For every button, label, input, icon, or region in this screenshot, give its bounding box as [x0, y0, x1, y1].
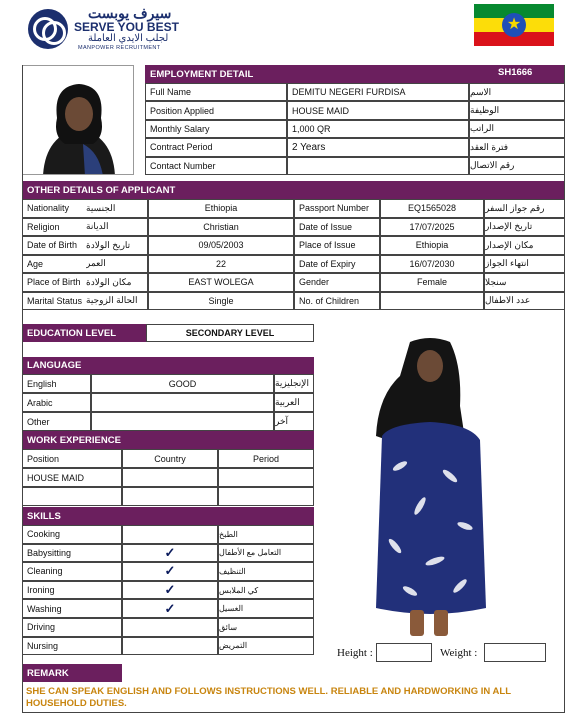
education-level-value: SECONDARY LEVEL — [146, 324, 314, 342]
detail-value: Ethiopia — [148, 199, 294, 218]
work-experience-title: WORK EXPERIENCE — [27, 434, 121, 446]
employment-label: Contact Number — [145, 157, 287, 175]
employment-label: Full Name — [145, 83, 287, 101]
skill-check-cell — [122, 544, 218, 563]
skill-label: Cooking — [22, 525, 122, 544]
detail-value-2: Ethiopia — [380, 236, 484, 255]
employment-arabic-label: فترة العقد — [469, 138, 565, 156]
applicant-photo-full — [370, 336, 490, 641]
detail-value: Christian — [148, 218, 294, 237]
detail-label-2: Passport Number — [294, 199, 380, 218]
detail-arabic-label: مكان الولادة — [86, 273, 148, 292]
employment-value: DEMITU NEGERI FURDISA — [287, 83, 469, 101]
language-title: LANGUAGE — [27, 360, 82, 371]
detail-label: Religion — [22, 218, 86, 237]
detail-label: Date of Birth — [22, 236, 86, 255]
skill-label: Driving — [22, 618, 122, 637]
language-arabic-label: الإنجليزية — [274, 374, 314, 393]
detail-arabic-label-2: تاريخ الإصدار — [484, 218, 565, 237]
weight-field — [484, 643, 546, 662]
detail-label: Age — [22, 255, 86, 274]
employment-value — [287, 157, 469, 175]
work-cell: HOUSE MAID — [22, 468, 122, 487]
employment-arabic-label: الاسم — [469, 83, 565, 101]
skill-arabic-label: الغسيل — [218, 599, 314, 618]
detail-arabic-label-2: سنجلا — [484, 273, 565, 292]
height-label: Height : — [337, 647, 373, 659]
skill-label: Nursing — [22, 637, 122, 656]
detail-label: Nationality — [22, 199, 86, 218]
skill-arabic-label: سائق — [218, 618, 314, 637]
employment-arabic-label: الوظيفة — [469, 101, 565, 119]
detail-value: 22 — [148, 255, 294, 274]
detail-value-2: 16/07/2030 — [380, 255, 484, 274]
logo-emblem-icon — [28, 9, 68, 49]
detail-arabic-label: الجنسية — [86, 199, 148, 218]
detail-value-2: 17/07/2025 — [380, 218, 484, 237]
skill-check-cell — [122, 525, 218, 544]
detail-arabic-label-2: مكان الإصدار — [484, 236, 565, 255]
skill-arabic-label: التعامل مع الأطفال — [218, 544, 314, 563]
skill-arabic-label: كي الملابس — [218, 581, 314, 600]
language-arabic-label: العربية — [274, 393, 314, 412]
other-details-title: OTHER DETAILS OF APPLICANT — [27, 184, 176, 196]
checkmark-icon: ✓ — [164, 563, 176, 579]
language-value — [91, 412, 274, 431]
language-label: Other — [22, 412, 91, 431]
detail-label-2: Place of Issue — [294, 236, 380, 255]
skill-label: Cleaning — [22, 562, 122, 581]
skill-label: Babysitting — [22, 544, 122, 563]
employment-value: 1,000 QR — [287, 120, 469, 138]
detail-value: 09/05/2003 — [148, 236, 294, 255]
language-label: English — [22, 374, 91, 393]
remark-header — [22, 664, 122, 682]
detail-label-2: Date of Issue — [294, 218, 380, 237]
ethiopia-flag-icon: ★ — [474, 4, 554, 46]
detail-label: Marital Status — [22, 292, 86, 311]
language-value — [91, 393, 274, 412]
company-logo — [28, 7, 188, 53]
work-cell — [122, 468, 218, 487]
skill-check-cell — [122, 599, 218, 618]
employment-label: Contract Period — [145, 138, 287, 156]
logo-name: SERVE YOU BEST — [74, 20, 179, 34]
language-header — [22, 357, 314, 374]
remark-text: SHE CAN SPEAK ENGLISH AND FOLLOWS INSTRUCTIONS WELL. RELIABLE AND HARDWORKING IN ALL HOUSEHOLD DUTIES. — [26, 686, 511, 709]
skills-header — [22, 507, 314, 525]
detail-label: Place of Birth — [22, 273, 86, 292]
skill-arabic-label: الطبخ — [218, 525, 314, 544]
detail-arabic-label-2: عدد الاطفال — [484, 292, 565, 311]
work-column-header: Country — [122, 449, 218, 468]
skill-check-cell — [122, 618, 218, 637]
detail-value-2: EQ1565028 — [380, 199, 484, 218]
skills-title: SKILLS — [27, 510, 61, 522]
skill-label: Washing — [22, 599, 122, 618]
employment-arabic-label: الراتب — [469, 120, 565, 138]
skill-label: Ironing — [22, 581, 122, 600]
other-details-header — [22, 181, 565, 199]
detail-label-2: Date of Expiry — [294, 255, 380, 274]
checkmark-icon: ✓ — [164, 582, 176, 598]
skill-arabic-label: التنظيف — [218, 562, 314, 581]
skill-check-cell — [122, 562, 218, 581]
skill-check-cell — [122, 581, 218, 600]
detail-value-2: Female — [380, 273, 484, 292]
language-arabic-label: آخر — [274, 412, 314, 431]
work-cell — [22, 487, 122, 506]
skill-check-cell — [122, 637, 218, 656]
work-cell — [218, 487, 314, 506]
work-cell — [218, 468, 314, 487]
logo-tagline: MANPOWER RECRUITMENT — [78, 45, 161, 51]
skill-arabic-label: التمريض — [218, 637, 314, 656]
detail-arabic-label: العمر — [86, 255, 148, 274]
employment-label: Monthly Salary — [145, 120, 287, 138]
work-column-header: Position — [22, 449, 122, 468]
detail-arabic-label-2: رقم جواز السفر — [484, 199, 565, 218]
work-column-header: Period — [218, 449, 314, 468]
detail-arabic-label: الحالة الزوجية — [86, 292, 148, 311]
education-level-label — [22, 324, 146, 342]
checkmark-icon: ✓ — [164, 600, 176, 616]
detail-label-2: No. of Children — [294, 292, 380, 311]
detail-value: Single — [148, 292, 294, 311]
language-label: Arabic — [22, 393, 91, 412]
education-level-label-text: EDUCATION LEVEL — [27, 327, 117, 339]
employment-arabic-label: رقم الاتصال — [469, 157, 565, 175]
remark-title: REMARK — [27, 667, 69, 679]
employment-label: Position Applied — [145, 101, 287, 119]
employment-detail-title: EMPLOYMENT DETAIL — [150, 68, 254, 80]
reference-number: SH1666 — [498, 67, 533, 78]
detail-label-2: Gender — [294, 273, 380, 292]
work-cell — [122, 487, 218, 506]
height-field — [376, 643, 432, 662]
language-value: GOOD — [91, 374, 274, 393]
employment-value: HOUSE MAID — [287, 101, 469, 119]
detail-arabic-label-2: انتهاء الجواز — [484, 255, 565, 274]
employment-value: 2 Years — [287, 138, 469, 156]
checkmark-icon: ✓ — [164, 544, 176, 560]
weight-label: Weight : — [440, 647, 478, 659]
logo-arabic-tagline: لجلب الايدي العاملة — [88, 33, 169, 44]
detail-value-2 — [380, 292, 484, 311]
work-experience-header — [22, 431, 314, 449]
detail-arabic-label: تاريخ الولادة — [86, 236, 148, 255]
applicant-photo-small — [22, 65, 134, 175]
logo-arabic-name: سيرف يوبست — [88, 5, 172, 21]
detail-value: EAST WOLEGA — [148, 273, 294, 292]
detail-arabic-label: الديانة — [86, 218, 148, 237]
